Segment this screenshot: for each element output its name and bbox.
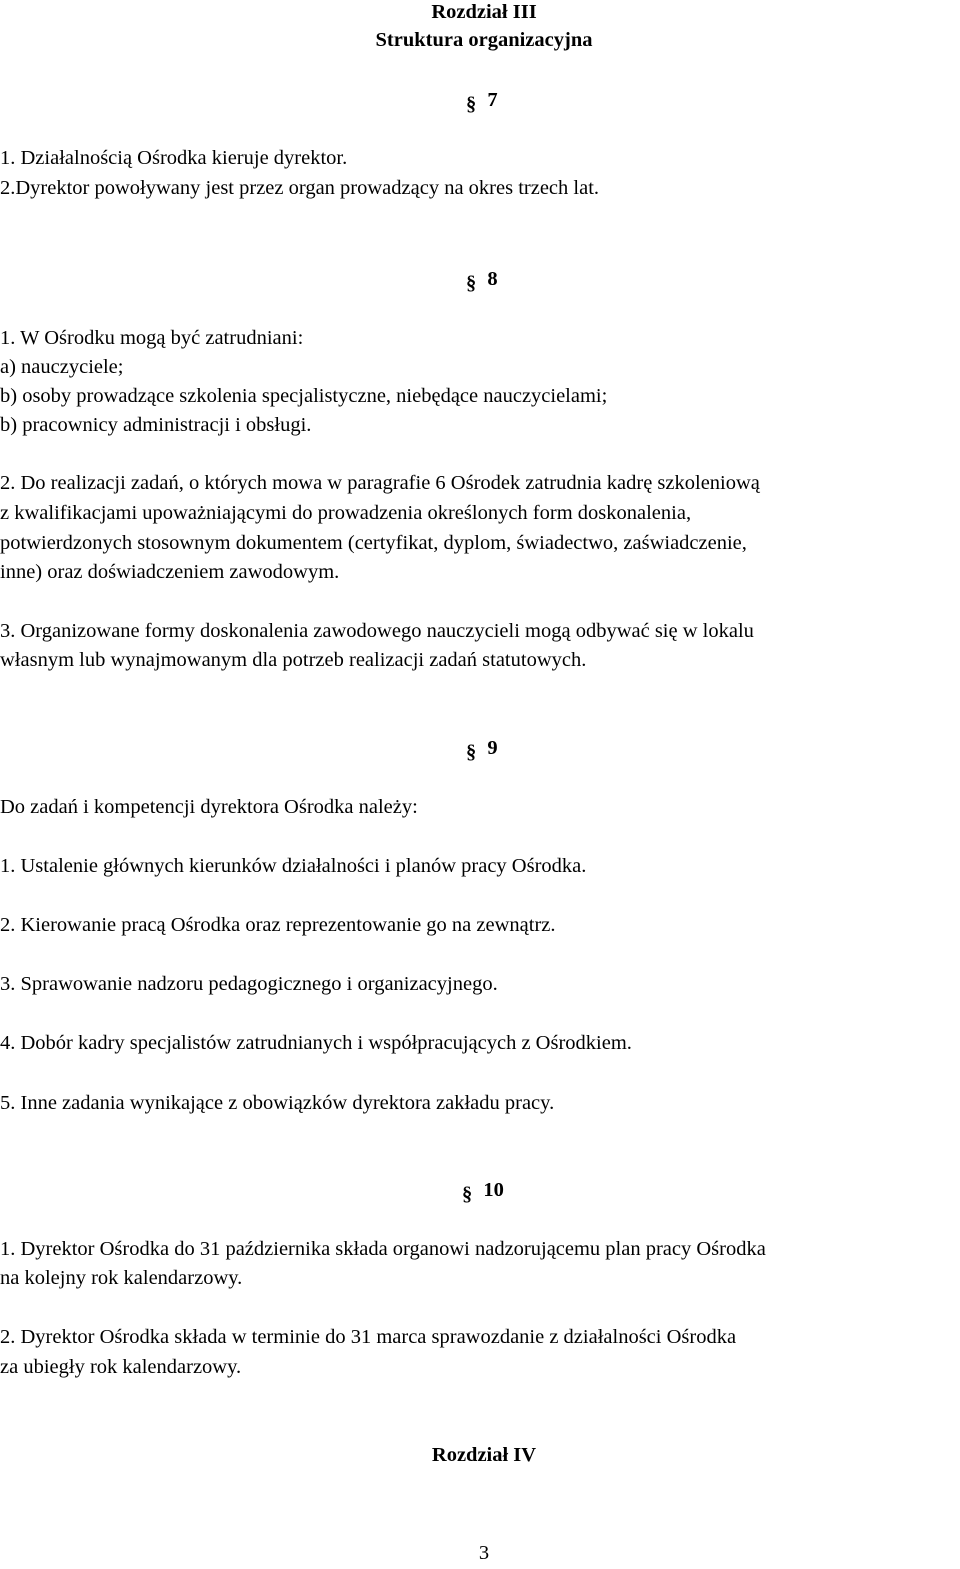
- section-number: 7: [487, 89, 498, 111]
- section-7-line-1: 1. Działalnością Ośrodka kieruje dyrektor.: [0, 147, 348, 169]
- section-8-item-1-line-2: a) nauczyciele;: [0, 356, 124, 378]
- section-9-item-2: 2. Kierowanie pracą Ośrodka oraz reprezentowanie go na zewnątrz.: [0, 914, 556, 936]
- section-9-heading: [466, 734, 498, 764]
- section-10-item-2-line-2: za ubiegły rok kalendarzowy.: [0, 1356, 242, 1378]
- section-symbol: §: [466, 93, 477, 115]
- section-number: 9: [487, 737, 498, 759]
- section-8-heading: [466, 265, 498, 295]
- section-9-item-5: 5. Inne zadania wynikające z obowiązków dyrektora zakładu pracy.: [0, 1092, 555, 1114]
- section-9-intro: Do zadań i kompetencji dyrektora Ośrodka należy:: [0, 796, 418, 818]
- section-8-item-2-line-2: z kwalifikacjami upoważniającymi do prowadzenia określonych form doskonalenia,: [0, 502, 692, 524]
- section-7-line-2: 2.Dyrektor powoływany jest przez organ prowadzący na okres trzech lat.: [0, 177, 600, 199]
- section-symbol: §: [466, 272, 477, 294]
- section-9-item-1: 1. Ustalenie głównych kierunków działalności i planów pracy Ośrodka.: [0, 855, 587, 877]
- section-7-heading: [466, 86, 498, 116]
- section-8-item-2-line-3: potwierdzonych stosownym dokumentem (certyfikat, dyplom, świadectwo, zaświadczenie,: [0, 532, 747, 554]
- section-symbol: §: [462, 1183, 473, 1205]
- section-10-heading: [462, 1176, 504, 1206]
- chapter-title: Rozdział III: [431, 1, 537, 23]
- section-10-item-2-line-1: 2. Dyrektor Ośrodka składa w terminie do 31 marca sprawozdanie z działalności Ośrodka: [0, 1326, 737, 1348]
- section-symbol: §: [466, 741, 477, 763]
- section-number: 10: [483, 1179, 504, 1201]
- section-8-item-3-line-1: 3. Organizowane formy doskonalenia zawodowego nauczycieli mogą odbywać się w lokalu: [0, 620, 754, 642]
- section-8-item-1-line-3: b) osoby prowadzące szkolenia specjalistyczne, niebędące nauczycielami;: [0, 385, 608, 407]
- section-8-item-1-line-4: b) pracownicy administracji i obsługi.: [0, 414, 312, 436]
- section-9-item-4: 4. Dobór kadry specjalistów zatrudnianych i współpracujących z Ośrodkiem.: [0, 1032, 632, 1054]
- section-8-item-3-line-2: własnym lub wynajmowanym dla potrzeb realizacji zadań statutowych.: [0, 649, 587, 671]
- page-number: 3: [478, 1542, 490, 1564]
- section-10-item-1-line-1: 1. Dyrektor Ośrodka do 31 października składa organowi nadzorującemu plan pracy Ośrodka: [0, 1238, 766, 1260]
- section-8-item-2-line-4: inne) oraz doświadczeniem zawodowym.: [0, 561, 340, 583]
- section-8-item-1-line-1: 1. W Ośrodku mogą być zatrudniani:: [0, 327, 304, 349]
- section-number: 8: [487, 268, 498, 290]
- chapter-4-title: Rozdział IV: [431, 1444, 537, 1466]
- section-8-item-2-line-1: 2. Do realizacji zadań, o których mowa w paragrafie 6 Ośrodek zatrudnia kadrę szkoleniową: [0, 472, 760, 494]
- section-10-item-1-line-2: na kolejny rok kalendarzowy.: [0, 1267, 243, 1289]
- section-9-item-3: 3. Sprawowanie nadzoru pedagogicznego i organizacyjnego.: [0, 973, 498, 995]
- chapter-subtitle: Struktura organizacyjna: [375, 29, 593, 51]
